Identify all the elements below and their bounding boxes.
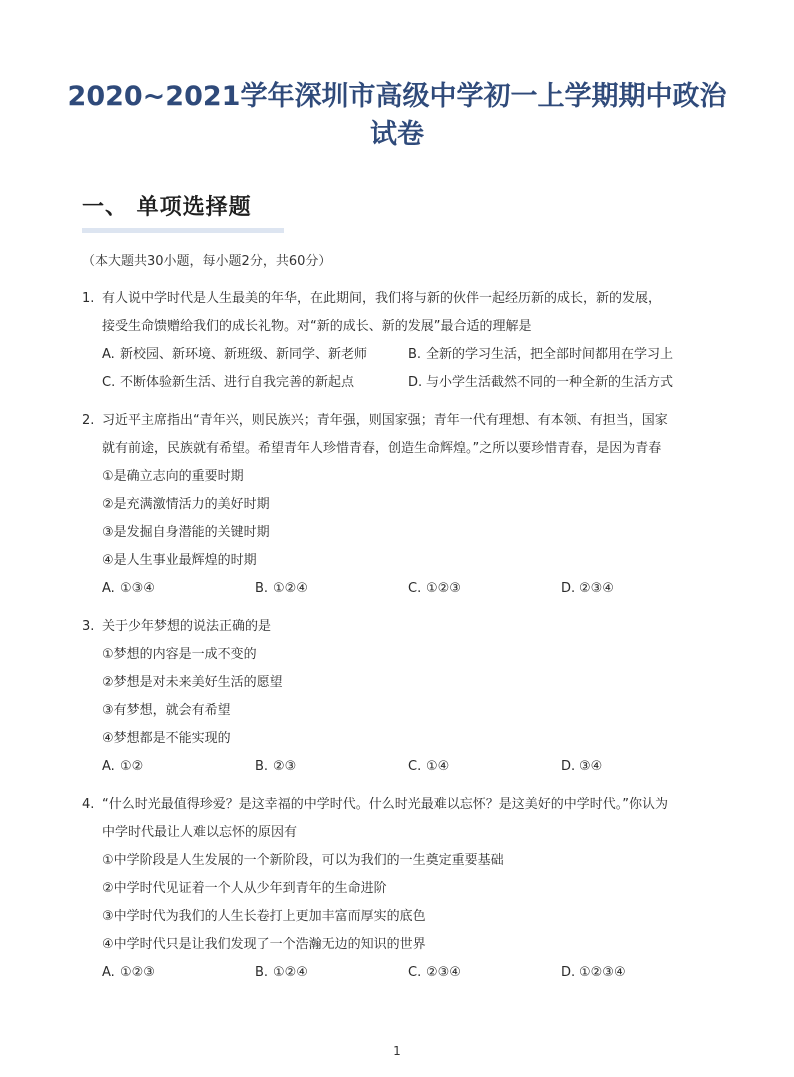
question-stem-text: 就有前途，民族就有希望。希望青年人珍惜青春，创造生命辉煌。”之所以要珍惜青春，是因为青春 [102,441,662,456]
option-b[interactable]: B. ②③ [255,759,297,774]
option-d[interactable]: D. ②③④ [561,581,614,596]
question-3 [82,613,722,781]
option-c[interactable]: C. ①②③ [408,581,461,596]
option-a[interactable]: A. ①②③ [102,965,155,980]
page-number: 1 [393,1044,401,1058]
option-a[interactable]: A. 新校园、新环境、新班级、新同学、新老师 [102,347,368,362]
option-d[interactable]: D. ①②③④ [561,965,626,980]
question-stem-text: 习近平主席指出“青年兴，则民族兴；青年强，则国家强；青年一代有理想、有本领、有担当，国家 [102,413,668,428]
option-b[interactable]: B. ①②④ [255,965,308,980]
question-number: 1. [82,291,95,306]
statement-item: ③是发掘自身潜能的关键时期 [102,525,270,540]
statement-item: ②是充满激情活力的美好时期 [102,497,270,512]
question-stem-text: 关于少年梦想的说法正确的是 [102,619,272,634]
exam-title: 2020~2021学年深圳市高级中学初一上学期期中政治试卷 [67,81,727,150]
question-1 [82,285,722,397]
question-stem-line [82,613,722,641]
question-number: 4. [82,797,95,812]
option-b[interactable]: B. 全新的学习生活，把全部时间都用在学习上 [408,347,674,362]
question-stem-line [82,285,722,313]
answer-options [82,341,722,397]
question-stem-text: 中学时代最让人难以忘怀的原因有 [102,825,298,840]
question-stem-text: “什么时光最值得珍爱？是这幸福的中学时代。什么时光最难以忘怀？是这美好的中学时代。”你认为 [102,797,668,812]
option-d[interactable]: D. ③④ [561,759,603,774]
option-c[interactable]: C. ②③④ [408,965,461,980]
statement-item: ②梦想是对未来美好生活的愿望 [102,675,283,690]
statement-item: ④中学时代只是让我们发现了一个浩瀚无边的知识的世界 [102,937,426,952]
statement-item: ①是确立志向的重要时期 [102,469,244,484]
section-heading: 一、 单项选择题 [82,195,252,220]
statement-item: ③有梦想，就会有希望 [102,703,231,718]
option-c[interactable]: C. 不断体验新生活、进行自我完善的新起点 [102,375,355,390]
statement-item: ①梦想的内容是一成不变的 [102,647,257,662]
question-4 [82,791,722,987]
option-c[interactable]: C. ①④ [408,759,450,774]
statement-item: ③中学时代为我们的人生长卷打上更加丰富而厚实的底色 [102,909,426,924]
answer-options [82,753,722,781]
question-2 [82,407,722,603]
option-b[interactable]: B. ①②④ [255,581,308,596]
answer-options [82,959,722,987]
statement-item: ①中学阶段是人生发展的一个新阶段，可以为我们的一生奠定重要基础 [102,853,504,868]
answer-options [82,575,722,603]
question-stem-line [82,407,722,435]
question-stem-line [82,791,722,819]
question-number: 3. [82,619,95,634]
section-underline [82,228,284,233]
option-a[interactable]: A. ①③④ [102,581,155,596]
option-a[interactable]: A. ①② [102,759,144,774]
section-note: （本大题共30小题，每小题2分，共60分） [82,254,332,269]
option-d[interactable]: D. 与小学生活截然不同的一种全新的生活方式 [408,375,674,390]
statement-item: ④梦想都是不能实现的 [102,731,231,746]
question-number: 2. [82,413,95,428]
statement-item: ②中学时代见证着一个人从少年到青年的生命进阶 [102,881,387,896]
statement-item: ④是人生事业最辉煌的时期 [102,553,257,568]
question-stem-text: 接受生命馈赠给我们的成长礼物。对“新的成长、新的发展”最合适的理解是 [102,319,532,334]
question-stem-text: 有人说中学时代是人生最美的年华，在此期间，我们将与新的伙伴一起经历新的成长，新的发展， [102,291,662,306]
